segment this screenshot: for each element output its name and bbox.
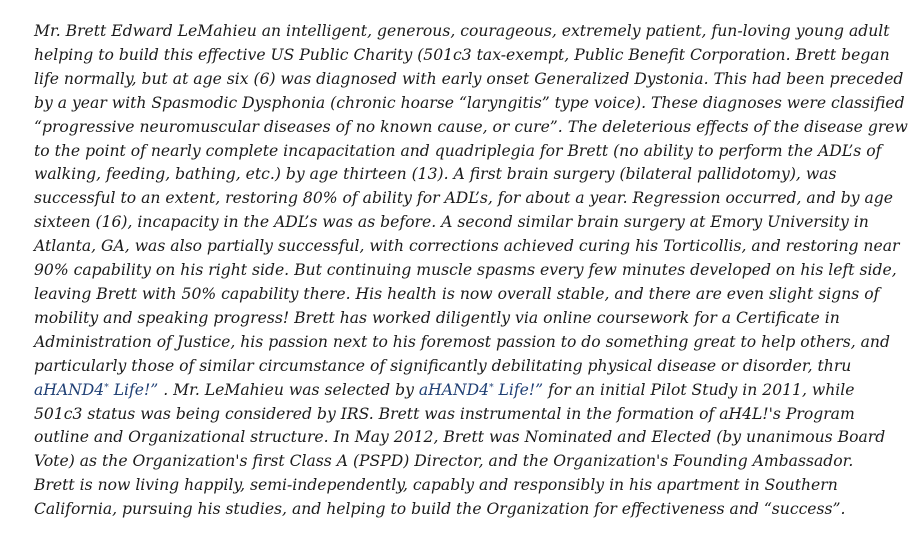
text-line: mobility and speaking progress! Brett has worked diligently via online coursework for a Certificate in (34, 308, 840, 327)
text-line: Mr. Brett Edward LeMahieu an intelligent, generous, courageous, extremely patient, fun-loving young adult (34, 22, 890, 40)
brand-name: aHAND4* Life!” (34, 380, 159, 399)
text-line: helping to build this effective US Public Charity (501c3 tax-exempt, Public Benefit Corporation. Brett began (34, 45, 890, 64)
text-line-with-brand (34, 379, 894, 403)
text-segment: for an initial Pilot Study in 2011, while (543, 380, 855, 399)
text-line: by a year with Spasmodic Dysphonia (chronic hoarse “laryngitis” type voice). These diagnoses were classified (34, 93, 905, 112)
text-line: walking, feeding, bathing, etc.) by age thirteen (13). A first brain surgery (bilateral pallidotomy), was (34, 165, 837, 184)
biography-paragraph (34, 20, 908, 522)
text-line: leaving Brett with 50% capability there. His health is now overall stable, and there are even slight signs of (34, 284, 880, 303)
text-line: 90% capability on his right side. But continuing muscle spasms every few minutes developed on his left side, (34, 261, 897, 280)
text-line: California, pursuing his studies, and helping to build the Organization for effectiveness and “success”. (34, 500, 846, 519)
text-segment: . Mr. LeMahieu was selected by (158, 380, 419, 399)
text-line: outline and Organizational structure. In May 2012, Brett was Nominated and Elected (by unanimous Board (34, 428, 886, 447)
text-line: to the point of nearly complete incapacitation and quadriplegia for Brett (no ability to perform the ADL’s of (34, 141, 882, 160)
text-line: “progressive neuromuscular diseases of no known cause, or cure”. The deleterious effects of the disease grew (34, 117, 908, 136)
text-line: successful to an extent, restoring 80% of ability for ADL’s, for about a year. Regression occurred, and by age (34, 189, 893, 208)
brand-name: aHAND4* Life!” (418, 380, 544, 399)
text-line: Brett is now living happily, semi-independently, capably and responsibly in his apartment in Southern (34, 476, 838, 495)
text-line: Administration of Justice, his passion next to his foremost passion to do something great to help others, and (34, 332, 890, 351)
text-line: sixteen (16), incapacity in the ADL’s was as before. A second similar brain surgery at Emory University in (34, 213, 869, 232)
text-line: Vote) as the Organization's first Class A (PSPD) Director, and the Organization's Founding Ambassador. (34, 452, 854, 471)
text-line: life normally, but at age six (6) was diagnosed with early onset Generalized Dystonia. This had been preceded (34, 69, 904, 88)
text-line: 501c3 status was being considered by IRS. Brett was instrumental in the formation of aH4L!'s Program (34, 404, 855, 423)
text-line: particularly those of similar circumstance of significantly debilitating physical disease or disorder, thru (34, 356, 852, 375)
text-line: Atlanta, GA, was also partially successful, with corrections achieved curing his Torticollis, and restoring near (34, 237, 900, 256)
